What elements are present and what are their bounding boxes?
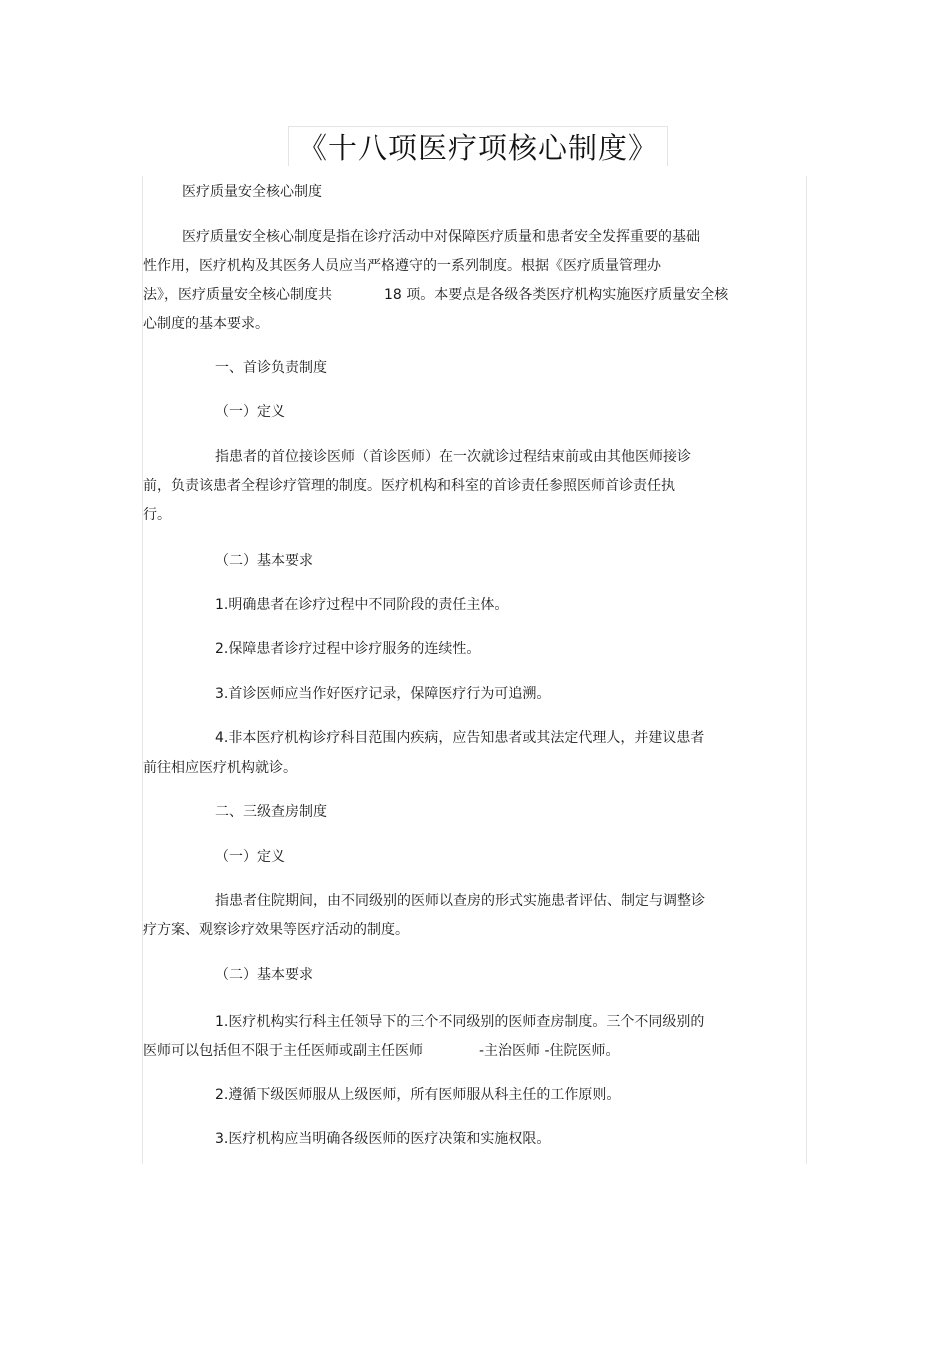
document-title: 《十八项医疗项核心制度》	[297, 131, 658, 165]
section-2-requirement-1-line-2a: 医师可以包括但不限于主任医师或副主任医师	[143, 1043, 423, 1059]
section-1-requirement-3: 3.首诊医师应当作好医疗记录，保障医疗行为可追溯。	[215, 686, 551, 702]
section-1-heading: 一、首诊负责制度	[215, 360, 327, 376]
section-2-definition-line-1: 指患者住院期间，由不同级别的医师以查房的形式实施患者评估、制定与调整诊	[215, 893, 705, 909]
subtitle: 医疗质量安全核心制度	[182, 184, 322, 200]
section-1-requirement-4-line-1: 4.非本医疗机构诊疗科目范围内疾病，应告知患者或其法定代理人，并建议患者	[215, 730, 705, 746]
section-2-heading: 二、三级查房制度	[215, 804, 327, 820]
section-1-definition-line-3: 行。	[143, 507, 171, 523]
section-1-definition-line-1: 指患者的首位接诊医师（首诊医师）在一次就诊过程结束前或由其他医师接诊	[215, 449, 691, 465]
section-1-definition-heading: （一）定义	[215, 404, 285, 420]
section-2-definition-line-2: 疗方案、观察诊疗效果等医疗活动的制度。	[143, 922, 409, 938]
intro-line-3a: 法》，医疗质量安全核心制度共	[143, 287, 332, 303]
intro-line-4: 心制度的基本要求。	[143, 316, 269, 332]
section-1-requirement-2: 2.保障患者诊疗过程中诊疗服务的连续性。	[215, 641, 481, 657]
section-2-requirement-2: 2.遵循下级医师服从上级医师，所有医师服从科主任的工作原则。	[215, 1087, 621, 1103]
section-2-requirement-1-line-2b: -主治医师 -住院医师。	[479, 1043, 620, 1059]
title-box	[288, 126, 668, 166]
section-1-requirements-heading: （二）基本要求	[215, 553, 313, 569]
section-1-definition-line-2: 前，负责该患者全程诊疗管理的制度。医疗机构和科室的首诊责任参照医师首诊责任执	[143, 478, 675, 494]
section-2-requirements-heading: （二）基本要求	[215, 967, 313, 983]
intro-line-2: 性作用，医疗机构及其医务人员应当严格遵守的一系列制度。根据《医疗质量管理办	[143, 258, 661, 274]
section-1-requirement-1: 1.明确患者在诊疗过程中不同阶段的责任主体。	[215, 597, 509, 613]
section-2-requirement-3: 3.医疗机构应当明确各级医师的医疗决策和实施权限。	[215, 1131, 551, 1147]
section-2-requirement-1-line-1: 1.医疗机构实行科主任领导下的三个不同级别的医师查房制度。三个不同级别的	[215, 1014, 705, 1030]
intro-line-3b: 18 项。本要点是各级各类医疗机构实施医疗质量安全核	[384, 287, 729, 303]
section-1-requirement-4-line-2: 前往相应医疗机构就诊。	[143, 760, 297, 776]
section-2-definition-heading: （一）定义	[215, 849, 285, 865]
intro-line-1: 医疗质量安全核心制度是指在诊疗活动中对保障医疗质量和患者安全发挥重要的基础	[182, 229, 700, 245]
